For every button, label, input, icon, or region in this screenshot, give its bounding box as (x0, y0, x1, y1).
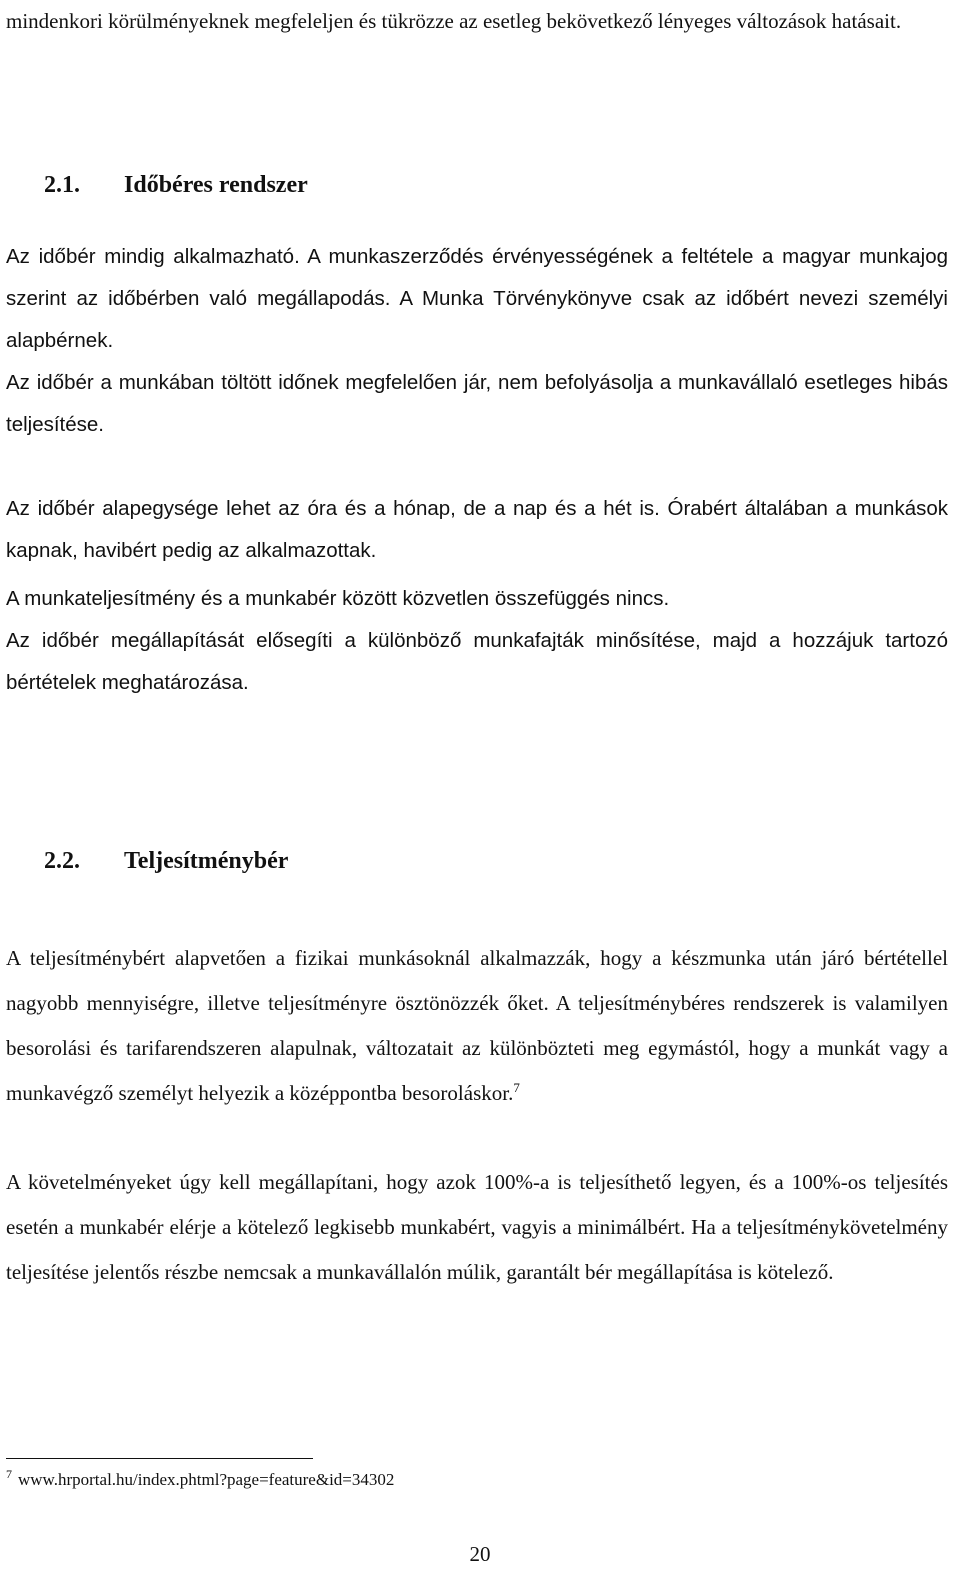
paragraph-2-1-2: Az időbér a munkában töltött időnek megfelelően jár, nem befolyásolja a munkavállaló esetleges hibás teljesítése. (6, 371, 948, 436)
section-number: 2.2. (44, 848, 80, 874)
section-number: 2.1. (44, 172, 80, 198)
footnote-reference: 7 (513, 1080, 520, 1095)
section-title: Teljesítménybér (124, 848, 289, 874)
section-heading-2-1 (44, 172, 308, 199)
footnote-separator (6, 1458, 313, 1459)
paragraph-2-2-1 (6, 936, 948, 1116)
section-title: Időbéres rendszer (124, 172, 308, 198)
paragraph-2-1-4: A munkateljesítmény és a munkabér között közvetlen összefüggés nincs. (6, 587, 670, 610)
page-number: 20 (469, 1542, 491, 1566)
footnote-mark: 7 (6, 1467, 12, 1482)
paragraph-2-1-3: Az időbér alapegysége lehet az óra és a hónap, de a nap és a hét is. Órabért általában a munkások kapnak, havibért pedig az alkalmazottak. (6, 497, 948, 562)
intro-paragraph: mindenkori körülményeknek megfeleljen és tükrözze az esetleg bekövetkező lényeges változások hatásait. (6, 9, 902, 33)
footnote-link[interactable]: www.hrportal.hu/index.phtml?page=feature&id=34302 (18, 1470, 395, 1489)
paragraph-2-1-1: Az időbér mindig alkalmazható. A munkaszerződés érvényességének a feltétele a magyar munkajog szerint az időbérben való megállapodás. A Munka Törvénykönyve csak az időbért nevezi személyi alapbérnek. (6, 245, 948, 352)
paragraph-2-1-5: Az időbér megállapítását elősegíti a különböző munkafajták minősítése, majd a hozzájuk tartozó bértételek meghatározása. (6, 629, 948, 694)
paragraph-2-2-2: A követelményeket úgy kell megállapítani, hogy azok 100%-a is teljesíthető legyen, és a 100%-os teljesítés esetén a munkabér elérje a kötelező legkisebb munkabért, vagyis a minimálbért. Ha a teljesítménykövetelmény teljesítése jelentős részbe nemcsak a munkavállalón múlik, garantált bér megállapítása is kötelező. (6, 1170, 948, 1284)
footnote (6, 1467, 395, 1490)
section-heading-2-2 (44, 848, 288, 875)
paragraph-text: A teljesítménybért alapvetően a fizikai munkásoknál alkalmazzák, hogy a készmunka után járó bértétellel nagyobb mennyiségre, illetve teljesítményre ösztönözzék őket. A teljesítménybéres rendszerek is valamilyen besorolási és tarifarendszeren alapulnak, változatait az különbözteti meg egymástól, hogy a munkát vagy a munkavégző személyt helyezik a középpontba besoroláskor. (6, 946, 948, 1105)
